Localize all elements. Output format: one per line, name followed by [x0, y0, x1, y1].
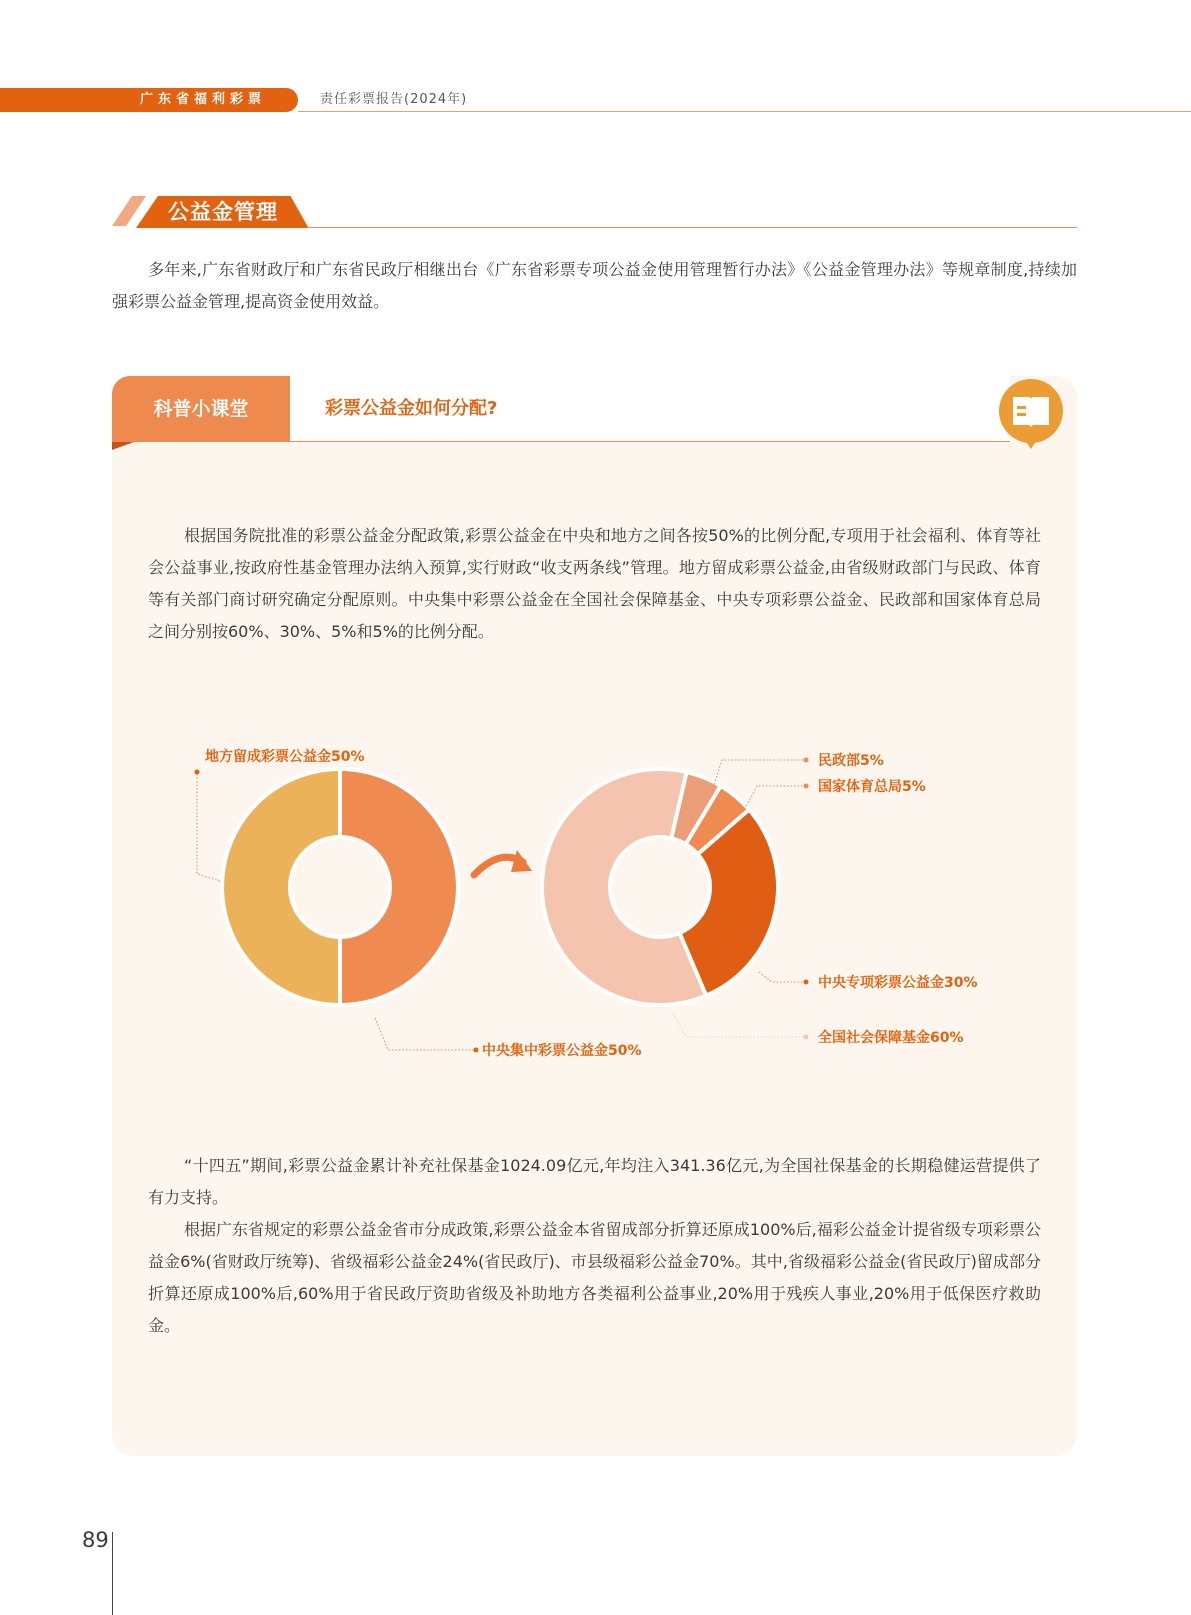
card-tag-label: 科普小课堂	[153, 398, 249, 420]
section-title: 公益金管理	[168, 200, 278, 224]
card-header-rule	[290, 441, 1010, 442]
intro-paragraph: 多年来,广东省财政厅和广东省民政厅相继出台《广东省彩票专项公益金使用管理暂行办法》《公益金管理办法》等规章制度,持续加强彩票公益金管理,提高资金使用效益。	[112, 260, 1077, 311]
card-paragraph-group	[148, 1150, 1041, 1342]
label-social-security-fund: 全国社会保障基金60%	[818, 1030, 964, 1046]
header-report-title: 责任彩票报告(2024年)	[320, 92, 468, 107]
label-central-pooled: 中央集中彩票公益金50%	[482, 1043, 642, 1059]
book-icon	[996, 378, 1066, 450]
header-org: 广东省福利彩票	[140, 92, 267, 107]
label-sport-administration: 国家体育总局5%	[818, 779, 926, 795]
card-paragraph-1: 根据国务院批准的彩票公益金分配政策,彩票公益金在中央和地方之间各按50%的比例分配,专项用于社会福利、体育等社会公益事业,按政府性基金管理办法纳入预算,实行财政“收支两条线”管理。地方留成彩票公益金,由省级财政部门与民政、体育等有关部门商讨研究确定分配原则。中央集中彩票公益金在全国社会保障基金、中央专项彩票公益金、民政部和国家体育总局之间分别按60%、30%、5%和5%的比例分配。	[148, 526, 1041, 641]
card-question: 彩票公益金如何分配?	[325, 398, 498, 419]
label-local-retained: 地方留成彩票公益金50%	[205, 749, 365, 765]
header-rule	[298, 111, 1191, 112]
page-number: 89	[82, 1528, 109, 1552]
card-tag-tail	[112, 442, 134, 450]
label-ministry-civil-affairs: 民政部5%	[818, 753, 884, 769]
label-central-special: 中央专项彩票公益金30%	[818, 975, 978, 991]
card-paragraph-3: 根据广东省规定的彩票公益金省市分成政策,彩票公益金本省留成部分折算还原成100%后,福彩公益金计提省级专项彩票公益金6%(省财政厅统筹)、省级福彩公益金24%(省民政厅)、市县级福彩公益金70%。其中,省级福彩公益金(省民政厅)留成部分折算还原成100%后,60%用于省民政厅资助省级及补助地方各类福利公益事业,20%用于残疾人事业,20%用于低保医疗救助金。	[148, 1220, 1041, 1335]
card-paragraph-2: “十四五”期间,彩票公益金累计补充社保基金1024.09亿元,年均注入341.36亿元,为全国社保基金的长期稳健运营提供了有力支持。	[148, 1156, 1041, 1207]
page-number-rule	[112, 1532, 113, 1615]
section-rule	[307, 227, 1077, 228]
section-heading	[112, 196, 1077, 232]
